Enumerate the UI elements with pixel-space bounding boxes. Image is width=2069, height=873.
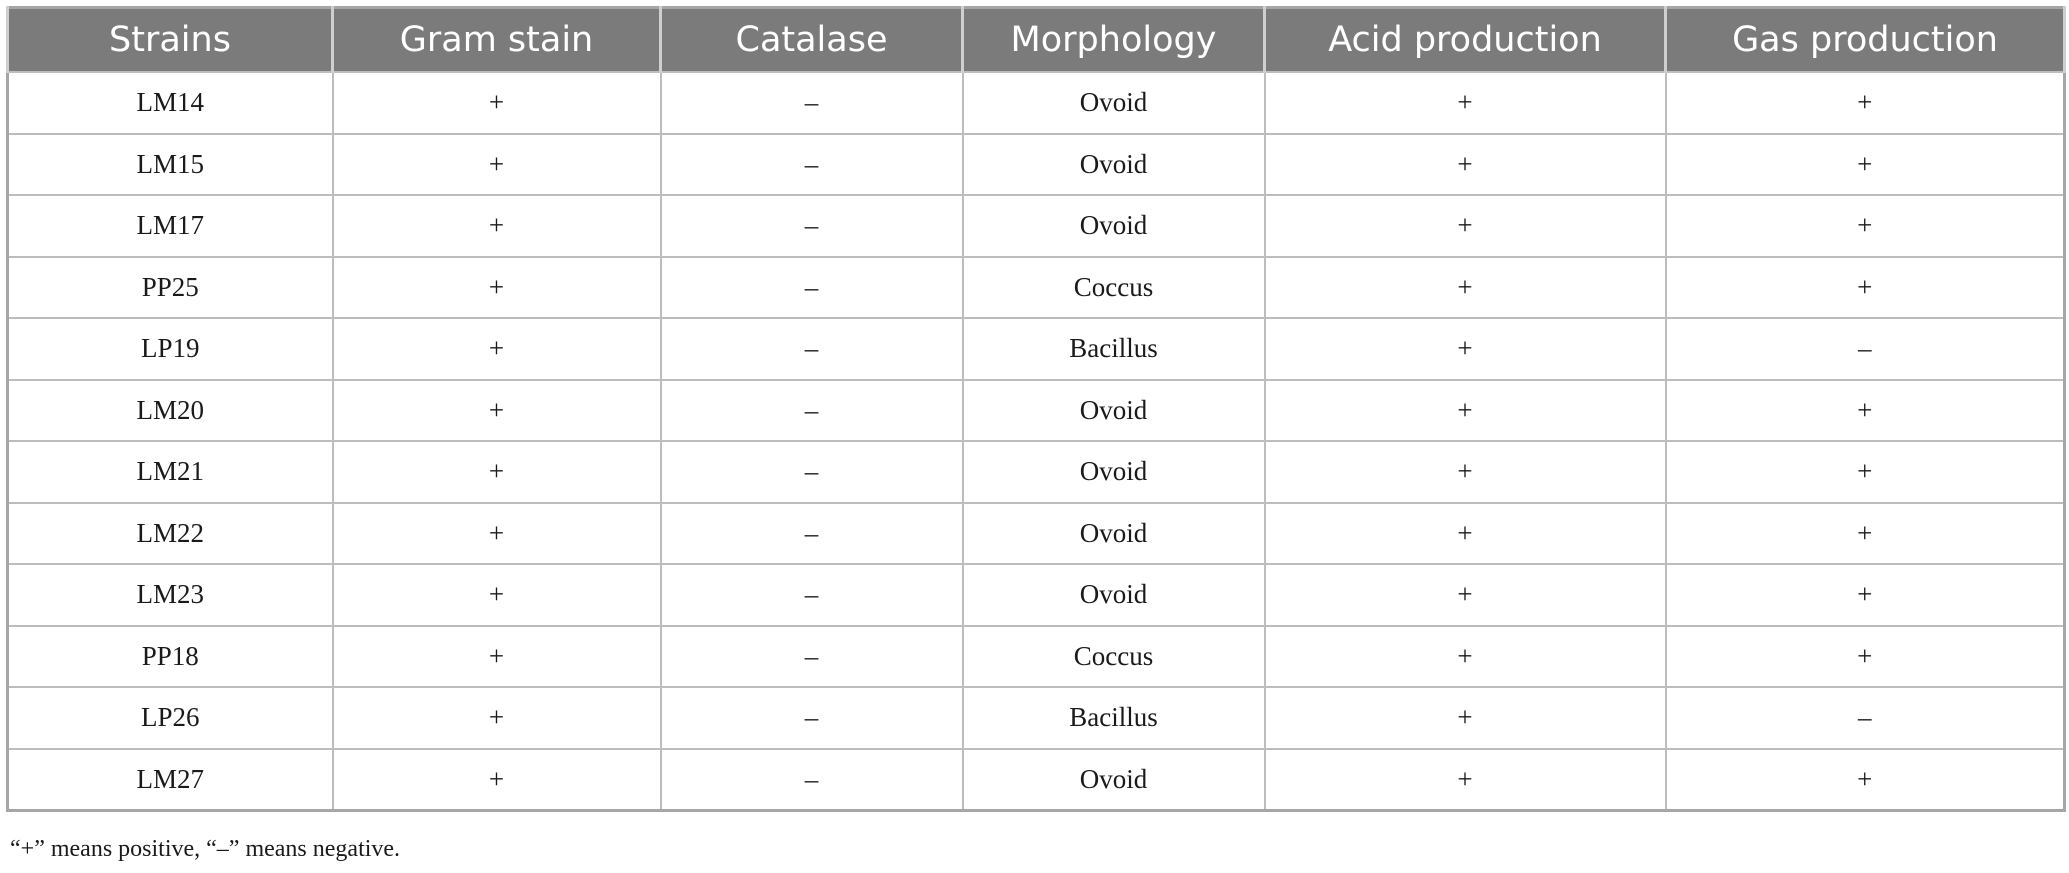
cell-gas-production: – [1666,318,2065,380]
cell-strain: PP25 [8,257,333,319]
cell-acid-production: + [1265,626,1666,688]
header-morphology: Morphology [963,8,1265,73]
cell-strain: LM22 [8,503,333,565]
cell-strain: LM20 [8,380,333,442]
table-footnote: “+” means positive, “–” means negative. [10,836,401,862]
header-catalase: Catalase [661,8,963,73]
cell-gram-stain: + [333,134,661,196]
cell-strain: LM27 [8,749,333,811]
cell-gas-production: + [1666,134,2065,196]
table-body [8,72,2065,811]
cell-acid-production: + [1265,441,1666,503]
cell-strain: LM23 [8,564,333,626]
cell-strain: LP19 [8,318,333,380]
cell-gram-stain: + [333,72,661,134]
cell-catalase: – [661,318,963,380]
cell-acid-production: + [1265,503,1666,565]
cell-acid-production: + [1265,318,1666,380]
cell-acid-production: + [1265,564,1666,626]
cell-gas-production: + [1666,380,2065,442]
table-row [8,687,2065,749]
cell-gas-production: + [1666,503,2065,565]
cell-gas-production: + [1666,749,2065,811]
table-row [8,257,2065,319]
cell-morphology: Bacillus [963,687,1265,749]
table-row [8,441,2065,503]
header-gram-stain: Gram stain [333,8,661,73]
cell-acid-production: + [1265,749,1666,811]
cell-morphology: Coccus [963,257,1265,319]
header-acid-production: Acid production [1265,8,1666,73]
cell-strain: LP26 [8,687,333,749]
cell-acid-production: + [1265,380,1666,442]
cell-gas-production: + [1666,441,2065,503]
table-row [8,72,2065,134]
cell-catalase: – [661,441,963,503]
strain-table-container [6,6,2063,812]
cell-acid-production: + [1265,257,1666,319]
cell-catalase: – [661,626,963,688]
cell-morphology: Ovoid [963,749,1265,811]
cell-acid-production: + [1265,687,1666,749]
cell-gram-stain: + [333,626,661,688]
table-row [8,380,2065,442]
cell-gram-stain: + [333,687,661,749]
table-row [8,134,2065,196]
cell-gram-stain: + [333,503,661,565]
cell-acid-production: + [1265,72,1666,134]
cell-gas-production: + [1666,626,2065,688]
cell-strain: LM14 [8,72,333,134]
strain-characteristics-table [6,6,2066,812]
cell-morphology: Ovoid [963,503,1265,565]
cell-catalase: – [661,687,963,749]
cell-acid-production: + [1265,195,1666,257]
table-header-row [8,8,2065,73]
cell-acid-production: + [1265,134,1666,196]
cell-catalase: – [661,195,963,257]
table-row [8,318,2065,380]
cell-catalase: – [661,564,963,626]
cell-gram-stain: + [333,749,661,811]
cell-strain: LM21 [8,441,333,503]
cell-morphology: Coccus [963,626,1265,688]
cell-morphology: Ovoid [963,134,1265,196]
header-strains: Strains [8,8,333,73]
cell-morphology: Ovoid [963,441,1265,503]
table-row [8,749,2065,811]
cell-strain: PP18 [8,626,333,688]
cell-gram-stain: + [333,257,661,319]
cell-morphology: Ovoid [963,72,1265,134]
cell-morphology: Bacillus [963,318,1265,380]
cell-gram-stain: + [333,380,661,442]
header-gas-production: Gas production [1666,8,2065,73]
table-row [8,626,2065,688]
cell-gas-production: + [1666,195,2065,257]
cell-catalase: – [661,503,963,565]
cell-morphology: Ovoid [963,380,1265,442]
cell-strain: LM17 [8,195,333,257]
cell-gas-production: + [1666,564,2065,626]
cell-catalase: – [661,749,963,811]
table-row [8,195,2065,257]
cell-gram-stain: + [333,195,661,257]
cell-gas-production: – [1666,687,2065,749]
cell-morphology: Ovoid [963,564,1265,626]
cell-morphology: Ovoid [963,195,1265,257]
cell-catalase: – [661,380,963,442]
cell-gas-production: + [1666,72,2065,134]
table-row [8,503,2065,565]
cell-catalase: – [661,257,963,319]
table-row [8,564,2065,626]
cell-catalase: – [661,72,963,134]
cell-gas-production: + [1666,257,2065,319]
cell-catalase: – [661,134,963,196]
cell-gram-stain: + [333,318,661,380]
cell-gram-stain: + [333,441,661,503]
cell-gram-stain: + [333,564,661,626]
cell-strain: LM15 [8,134,333,196]
